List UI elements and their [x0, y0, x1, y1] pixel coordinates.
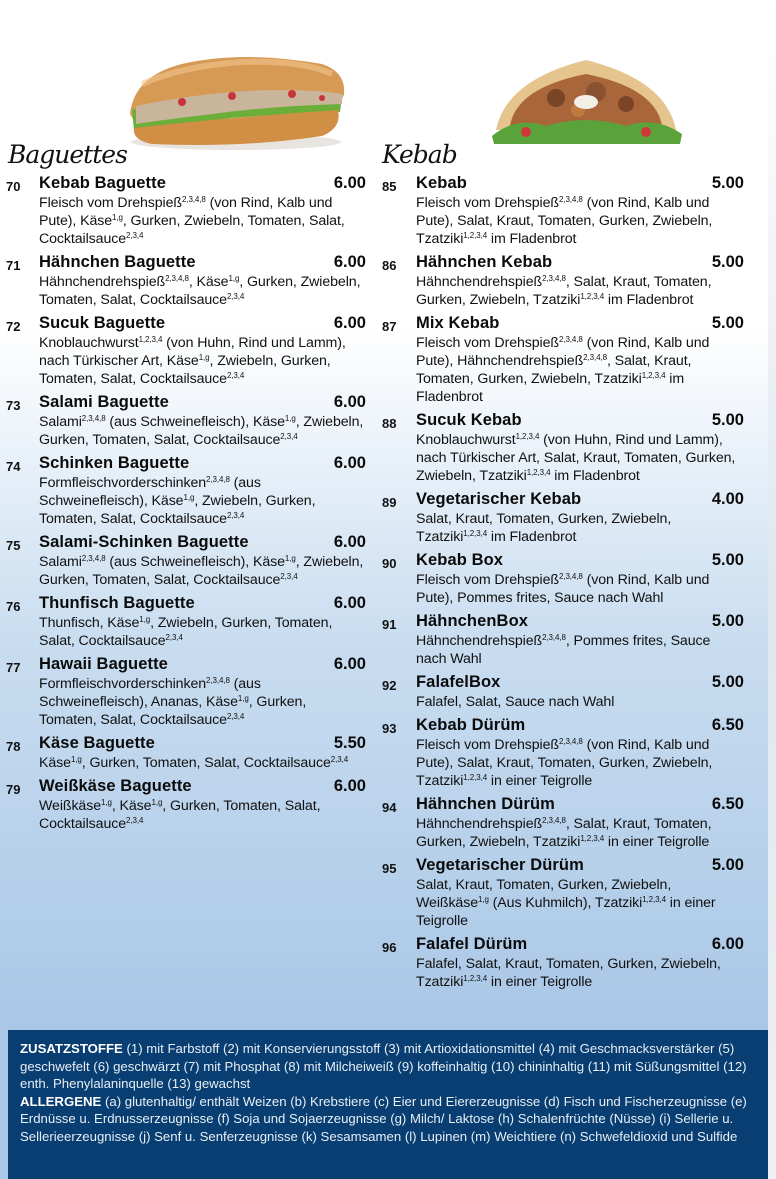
item-price: 5.00 — [711, 673, 744, 691]
item-name: Sucuk Kebab — [416, 411, 522, 429]
item-number: 79 — [6, 782, 21, 797]
item-price: 6.00 — [333, 777, 366, 795]
item-description: Knoblauchwurst$^{1,2,3,4}$ (von Huhn, Rind und Lamm), nach Türkischer Art, Käse$^{1,g}$, Zwiebeln, Gurken, Tomaten, Salat, Cocktailsauce$^{2,3,4}$ — [39, 335, 346, 387]
item-price: 6.00 — [333, 655, 366, 673]
baguette-image — [122, 44, 350, 154]
item-price: 5.00 — [711, 253, 744, 271]
item-number: 93 — [382, 721, 397, 736]
item-description: Salat, Kraut, Tomaten, Gurken, Zwiebeln, Weißkäse$^{1,g}$ (Aus Kuhmilch), Tzatziki$^{1,2,3,4}$ in einer Teigrolle — [416, 877, 716, 929]
item-description: Weißkäse$^{1,g}$, Käse$^{1,g}$, Gurken, Tomaten, Salat, Cocktailsauce$^{2,3,4}$ — [39, 798, 321, 832]
item-name: Kebab Baguette — [39, 174, 167, 192]
item-name: Mix Kebab — [416, 314, 500, 332]
page-edge — [768, 0, 776, 1179]
item-name: Kebab Box — [416, 551, 504, 569]
item-number: 73 — [6, 398, 21, 413]
menu-item — [0, 655, 378, 729]
item-description: Fleisch vom Drehspieß$^{2,3,4,8}$ (von Rind, Kalb und Pute), Salat, Kraut, Tomaten, Gurken, Zwiebeln, Tzatziki$^{1,2,3,4}$ im Fladenbrot — [416, 195, 713, 247]
item-price: 6.00 — [333, 454, 366, 472]
item-price: 5.00 — [711, 856, 744, 874]
item-description: Hähnchendrehspieß$^{2,3,4,8}$, Salat, Kraut, Tomaten, Gurken, Zwiebeln, Tzatziki$^{1,2,3,4}$ im Fladenbrot — [416, 274, 712, 308]
item-name: HähnchenBox — [416, 612, 529, 630]
item-description: Formfleischvorderschinken$^{2,3,4,8}$ (aus Schweinefleisch), Ananas, Käse$^{1,g}$, Gurken, Tomaten, Salat, Cocktailsauce$^{2,3,4}$ — [39, 676, 307, 728]
zusatzstoffe-label: ZUSATZSTOFFE — [20, 1041, 123, 1056]
item-name: Vegetarischer Dürüm — [416, 856, 584, 874]
item-name: Vegetarischer Kebab — [416, 490, 582, 508]
menu-item — [0, 253, 378, 309]
item-description: Thunfisch, Käse$^{1,g}$, Zwiebeln, Gurken, Tomaten, Salat, Cocktailsauce$^{2,3,4}$ — [39, 615, 333, 649]
menu-item — [378, 314, 756, 406]
menu-item — [0, 314, 378, 388]
item-number: 89 — [382, 495, 397, 510]
menu-item — [378, 551, 756, 607]
item-description: Fleisch vom Drehspieß$^{2,3,4,8}$ (von Rind, Kalb und Pute), Käse$^{1,g}$, Gurken, Zwiebeln, Tomaten, Salat, Cocktailsauce$^{2,3,4}$ — [39, 195, 345, 247]
menu-item — [378, 795, 756, 851]
item-number: 90 — [382, 556, 397, 571]
baguettes-list — [0, 174, 378, 838]
zusatzstoffe-text: (1) mit Farbstoff (2) mit Konservierungsstoff (3) mit Artioxidationsmittel (4) mit Geschmacksverstärker (5) geschwefelt (6) geschwärzt (7) mit Phosphat (8) mit Milcheiweiß (9) koffeinhaltig (10) chininhaltig (11) mit Süßungsmittel (12) enth. Phenylalaninquelle (13) gewachst — [20, 1041, 747, 1092]
item-name: Falafel Dürüm — [416, 935, 528, 953]
menu-item — [378, 411, 756, 485]
item-price: 6.50 — [711, 716, 744, 734]
menu-item — [378, 935, 756, 991]
item-name: Kebab — [416, 174, 467, 192]
item-number: 71 — [6, 258, 21, 273]
item-price: 6.50 — [711, 795, 744, 813]
menu-item — [378, 612, 756, 668]
menu-item — [0, 734, 378, 772]
item-number: 86 — [382, 258, 397, 273]
menu-item — [0, 594, 378, 650]
item-number: 74 — [6, 459, 21, 474]
item-name: Hähnchen Kebab — [416, 253, 553, 271]
item-price: 6.00 — [711, 935, 744, 953]
item-number: 75 — [6, 538, 21, 553]
item-price: 4.00 — [711, 490, 744, 508]
item-number: 92 — [382, 678, 397, 693]
item-number: 70 — [6, 179, 21, 194]
menu-item — [0, 393, 378, 449]
menu-item — [378, 253, 756, 309]
menu-item — [378, 673, 756, 711]
item-name: Salami Baguette — [39, 393, 169, 411]
item-price: 5.00 — [711, 551, 744, 569]
menu-item — [0, 533, 378, 589]
item-number: 87 — [382, 319, 397, 334]
kebab-heading: Kebab — [382, 140, 457, 169]
item-number: 95 — [382, 861, 397, 876]
item-name: Hähnchen Baguette — [39, 253, 196, 271]
menu-item — [378, 174, 756, 248]
item-number: 96 — [382, 940, 397, 955]
item-price: 6.00 — [333, 533, 366, 551]
item-name: Schinken Baguette — [39, 454, 190, 472]
item-description: Salat, Kraut, Tomaten, Gurken, Zwiebeln, Tzatziki$^{1,2,3,4}$ im Fladenbrot — [416, 511, 672, 545]
item-number: 72 — [6, 319, 21, 334]
allergene-text: (a) glutenhaltig/ enthält Weizen (b) Krebstiere (c) Eier und Eiererzeugnisse (d) Fisch und Fischerzeugnisse (e) Erdnüsse u. Erdnusserzeugnisse (f) Soja und Sojaerzeugnisse (g) Milch/ Laktose (h) Schalenfrüchte (Nüsse) (i) Sellerie u. Sellerieerzeugnisse (j) Senf u. Senferzeugnisse (k) Sesamsamen (l) Lupinen (m) Weichtiere (n) Schwefeldioxid und Sulfide — [20, 1093, 747, 1144]
item-description: Käse$^{1,g}$, Gurken, Tomaten, Salat, Cocktailsauce$^{2,3,4}$ — [39, 755, 349, 771]
item-name: Hähnchen Dürüm — [416, 795, 555, 813]
item-description: Falafel, Salat, Kraut, Tomaten, Gurken, Zwiebeln, Tzatziki$^{1,2,3,4}$ in einer Teigrolle — [416, 956, 721, 990]
item-description: Hähnchendrehspieß$^{2,3,4,8}$, Käse$^{1,g}$, Gurken, Zwiebeln, Tomaten, Salat, Cocktailsauce$^{2,3,4}$ — [39, 274, 361, 308]
item-number: 91 — [382, 617, 397, 632]
item-name: Käse Baguette — [39, 734, 155, 752]
menu-item — [0, 777, 378, 833]
allergene-label: ALLERGENE — [20, 1093, 102, 1109]
item-number: 85 — [382, 179, 397, 194]
item-price: 6.00 — [333, 393, 366, 411]
item-description: Hähnchendrehspieß$^{2,3,4,8}$, Salat, Kraut, Tomaten, Gurken, Zwiebeln, Tzatziki$^{1,2,3,4}$ in einer Teigrolle — [416, 816, 712, 850]
item-number: 94 — [382, 800, 397, 815]
item-description: Knoblauchwurst$^{1,2,3,4}$ (von Huhn, Rind und Lamm), nach Türkischer Art, Salat, Kraut, Tomaten, Gurken, Zwiebeln, Tzatziki$^{1,2,3,4}$ im Fladenbrot — [416, 432, 736, 484]
item-name: Hawaii Baguette — [39, 655, 168, 673]
item-price: 5.50 — [333, 734, 366, 752]
item-description: Fleisch vom Drehspieß$^{2,3,4,8}$ (von Rind, Kalb und Pute), Hähnchendrehspieß$^{2,3,4,8}$, Salat, Kraut, Tomaten, Gurken, Zwiebeln, Tzatziki$^{1,2,3,4}$ im Fladenbrot — [416, 335, 710, 405]
item-description: Salami$^{2,3,4,8}$ (aus Schweinefleisch), Käse$^{1,g}$, Zwiebeln, Gurken, Tomaten, Salat, Cocktailsauce$^{2,3,4}$ — [39, 554, 364, 588]
item-price: 6.00 — [333, 314, 366, 332]
item-name: Salami-Schinken Baguette — [39, 533, 249, 551]
item-name: Thunfisch Baguette — [39, 594, 195, 612]
item-price: 5.00 — [711, 314, 744, 332]
item-number: 88 — [382, 416, 397, 431]
item-price: 5.00 — [711, 411, 744, 429]
item-name: Sucuk Baguette — [39, 314, 166, 332]
menu-item — [378, 716, 756, 790]
kebab-list — [378, 174, 756, 996]
menu-item — [0, 454, 378, 528]
item-number: 78 — [6, 739, 21, 754]
item-price: 5.00 — [711, 174, 744, 192]
item-description: Salami$^{2,3,4,8}$ (aus Schweinefleisch), Käse$^{1,g}$, Zwiebeln, Gurken, Tomaten, Salat, Cocktailsauce$^{2,3,4}$ — [39, 414, 364, 448]
item-description: Formfleischvorderschinken$^{2,3,4,8}$ (aus Schweinefleisch), Käse$^{1,g}$, Zwiebeln, Gurken, Tomaten, Salat, Cocktailsauce$^{2,3,4}$ — [39, 475, 316, 527]
kebab-image — [486, 40, 686, 150]
baguettes-heading: Baguettes — [8, 140, 127, 169]
item-description: Hähnchendrehspieß$^{2,3,4,8}$, Pommes frites, Sauce nach Wahl — [416, 633, 711, 667]
menu-item — [378, 856, 756, 930]
item-description: Falafel, Salat, Sauce nach Wahl — [416, 694, 615, 710]
menu-item — [0, 174, 378, 248]
item-description: Fleisch vom Drehspieß$^{2,3,4,8}$ (von Rind, Kalb und Pute), Pommes frites, Sauce nach Wahl — [416, 572, 710, 606]
item-number: 77 — [6, 660, 21, 675]
item-price: 5.00 — [711, 612, 744, 630]
item-price: 6.00 — [333, 594, 366, 612]
item-price: 6.00 — [333, 253, 366, 271]
item-name: Weißkäse Baguette — [39, 777, 192, 795]
menu-item — [378, 490, 756, 546]
additives-allergens-footer — [8, 1030, 768, 1179]
item-number: 76 — [6, 599, 21, 614]
item-description: Fleisch vom Drehspieß$^{2,3,4,8}$ (von Rind, Kalb und Pute), Salat, Kraut, Tomaten, Gurken, Zwiebeln, Tzatziki$^{1,2,3,4}$ in einer Teigrolle — [416, 737, 713, 789]
item-price: 6.00 — [333, 174, 366, 192]
item-name: Kebab Dürüm — [416, 716, 526, 734]
item-name: FalafelBox — [416, 673, 501, 691]
